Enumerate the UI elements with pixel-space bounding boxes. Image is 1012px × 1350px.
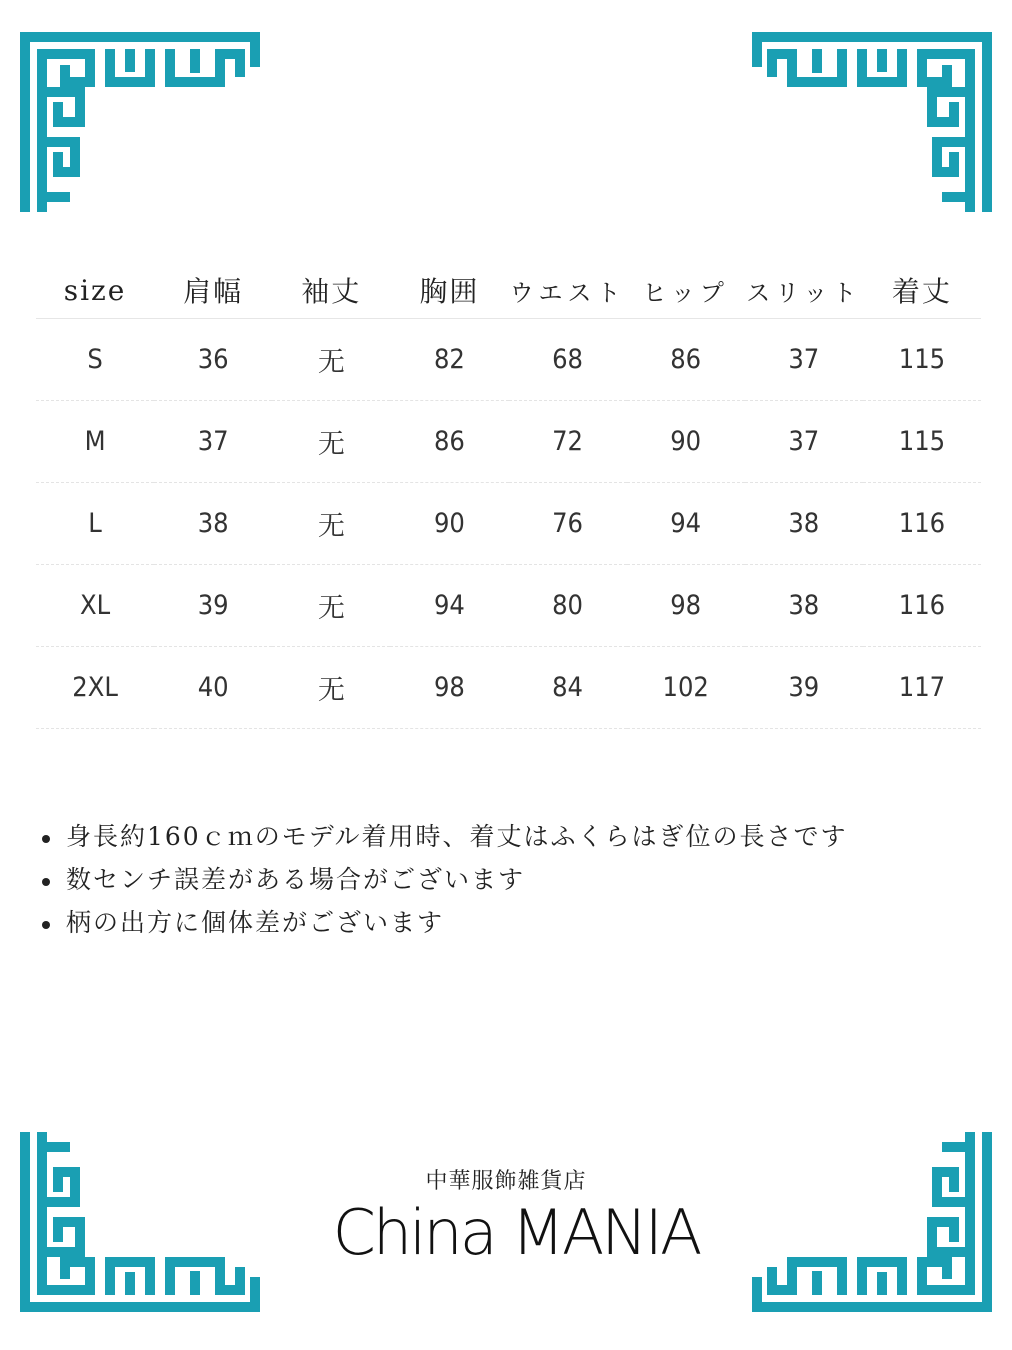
header-hip: ヒップ (627, 262, 745, 319)
table-cell: 90 (627, 401, 745, 483)
table-cell: S (36, 319, 154, 401)
table-cell: 116 (863, 565, 981, 647)
table-header-row (36, 262, 981, 319)
table-cell: 38 (154, 483, 272, 565)
table-cell: 无 (272, 565, 390, 647)
table-cell: 80 (509, 565, 627, 647)
fret-ornament-top-right-icon (752, 32, 992, 212)
note-item: 柄の出方に個体差がございます (40, 901, 847, 944)
table-cell: M (36, 401, 154, 483)
table-row (36, 647, 981, 729)
table-row (36, 565, 981, 647)
table-cell: 115 (863, 401, 981, 483)
header-size: size (36, 262, 154, 319)
header-bust: 胸囲 (390, 262, 508, 319)
table-cell: 102 (627, 647, 745, 729)
brand-subtitle: 中華服飾雑貨店 (425, 1169, 587, 1194)
table-cell: 90 (390, 483, 508, 565)
table-cell: 39 (154, 565, 272, 647)
header-waist: ウエスト (509, 262, 627, 319)
table-cell: 无 (272, 319, 390, 401)
table-cell: 68 (509, 319, 627, 401)
table-cell: 38 (745, 483, 863, 565)
fret-ornament-top-left-icon (20, 32, 260, 212)
table-cell: 38 (745, 565, 863, 647)
table-cell: 86 (390, 401, 508, 483)
table-cell: 94 (390, 565, 508, 647)
notes-list (40, 815, 847, 944)
table-cell: 40 (154, 647, 272, 729)
note-item: 数センチ誤差がある場合がございます (40, 858, 847, 901)
brand-logo: China MANIA (332, 1196, 700, 1269)
table-cell: 98 (390, 647, 508, 729)
table-cell: 82 (390, 319, 508, 401)
table-cell: 86 (627, 319, 745, 401)
table-cell: 39 (745, 647, 863, 729)
header-length: 着丈 (863, 262, 981, 319)
table-row (36, 483, 981, 565)
note-item: 身長約160ｃｍのモデル着用時、着丈はふくらはぎ位の長さです (40, 815, 847, 858)
size-table (36, 262, 981, 729)
table-cell: 117 (863, 647, 981, 729)
table-cell: 无 (272, 483, 390, 565)
table-cell: 37 (154, 401, 272, 483)
table-cell: 72 (509, 401, 627, 483)
table-cell: 36 (154, 319, 272, 401)
table-cell: 37 (745, 401, 863, 483)
header-slit: スリット (745, 262, 863, 319)
table-cell: 2XL (36, 647, 154, 729)
table-cell: 116 (863, 483, 981, 565)
table-cell: 115 (863, 319, 981, 401)
table-cell: XL (36, 565, 154, 647)
table-cell: 37 (745, 319, 863, 401)
header-sleeve-length: 袖丈 (272, 262, 390, 319)
table-cell: 无 (272, 647, 390, 729)
table-cell: 94 (627, 483, 745, 565)
table-row (36, 401, 981, 483)
table-cell: 76 (509, 483, 627, 565)
table-cell: L (36, 483, 154, 565)
header-shoulder-width: 肩幅 (154, 262, 272, 319)
table-row (36, 319, 981, 401)
table-cell: 无 (272, 401, 390, 483)
table-cell: 84 (509, 647, 627, 729)
table-cell: 98 (627, 565, 745, 647)
